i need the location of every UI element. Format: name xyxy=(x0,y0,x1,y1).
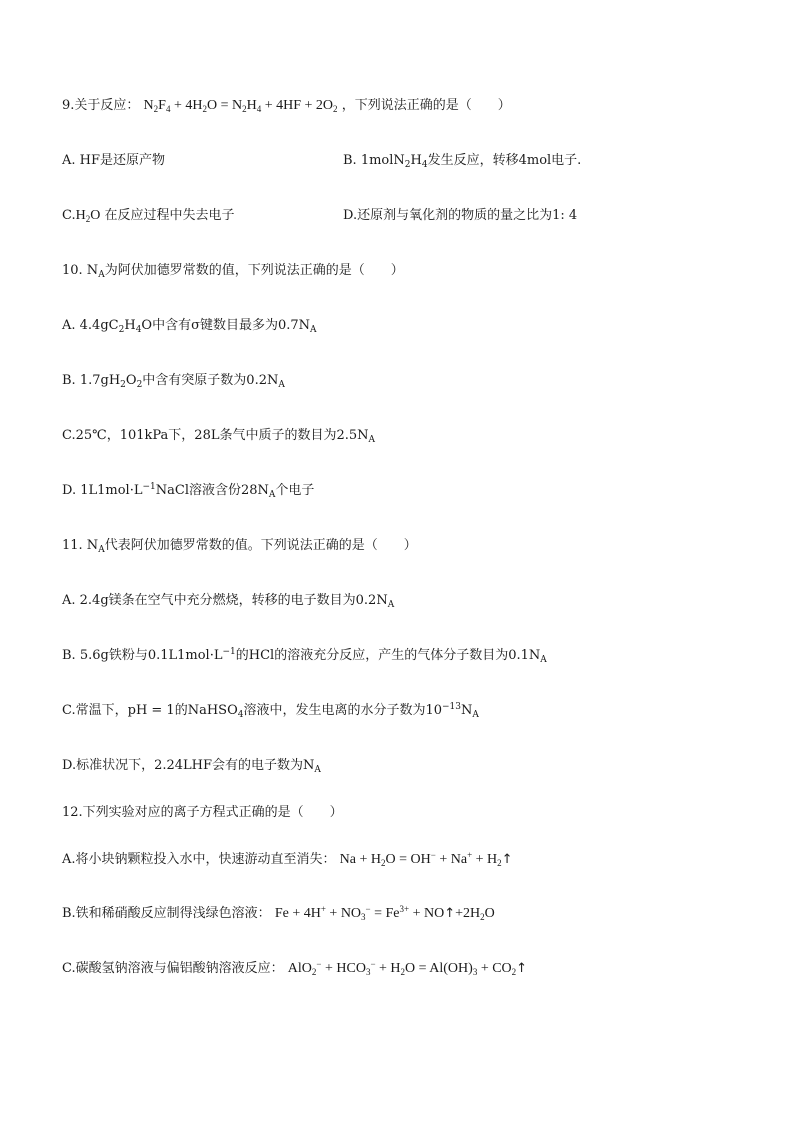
q9-option-a xyxy=(62,151,165,171)
q10-option-b: B. $1.7gH_2O_2$中含有突原子数为$0.2N_A$ xyxy=(62,373,285,390)
q11-stem-suffix: 代表阿伏加德罗常数的值。下列说法正确的是（ ） xyxy=(104,538,417,553)
q9-b-suffix: 发生反应，转移4mol电子. xyxy=(427,153,582,168)
sub-a: A xyxy=(472,710,479,720)
q10-b-prefix: B. 1.7gH xyxy=(62,373,121,388)
q11-c-prefix: C.常温下，pH = 1的NaHSO xyxy=(62,703,238,718)
q9-option-c: $C.H_2O$ 在反应过程中失去电子 xyxy=(62,208,235,224)
q12-b-equation: $Fe + 4H^+ + NO_3^- = Fe^{3+}$ + NO xyxy=(274,904,445,922)
q11-b-prefix: B. 5.6g铁粉与0.1L1mol·L xyxy=(62,648,223,663)
q9-option-d xyxy=(343,206,577,226)
q11-option-b: B. 5.6g铁粉与$0.1L1mol\cdot L^{-1}$的HCl的溶液充分反应，产生的气体分子数目为$0.1N_A$ xyxy=(62,647,547,665)
q10-stem xyxy=(62,261,404,281)
sub-a: A xyxy=(387,600,395,610)
q11-d-prefix: D.标准状况下，2.24LHF会有的电子数为N xyxy=(62,758,315,773)
gas-arrow-icon: ↑ xyxy=(516,961,528,976)
q11-option-a xyxy=(62,591,394,611)
q10-option-d: D. $1L1mol\cdot L^{-1}NaCl$溶液含份$28N_A$个电子 xyxy=(62,482,315,500)
q12-a-equation: $Na + H_2O = OH^- + Na^+ + H_2$ xyxy=(339,850,502,868)
q10-option-c xyxy=(62,426,375,446)
q9-b-prefix: B. 1molN xyxy=(343,153,405,168)
q12-b-prefix: B.铁和稀硝酸反应制得浅绿色溶液： xyxy=(62,906,271,921)
q10-a-mid: O中含有σ键数目最多为0.7N xyxy=(141,318,311,333)
q11-option-d xyxy=(62,756,321,776)
q11-stem xyxy=(62,536,417,556)
q11-a-prefix: A. 2.4g镁条在空气中充分燃烧，转移的电子数目为0.2N xyxy=(62,593,388,608)
q9-a-prefix: A. xyxy=(62,153,80,168)
q9-stem xyxy=(62,96,511,116)
sub-a: A xyxy=(314,765,321,775)
q10-stem-prefix: 10. N xyxy=(62,263,99,278)
q9-d-text: D.还原剂与氧化剂的物质的量之比为1: 4 xyxy=(343,208,578,223)
q12-option-a xyxy=(62,850,513,870)
q9-stem-suffix: ，下列说法正确的是（ ） xyxy=(341,98,511,113)
q9-c-prefix: C. xyxy=(62,208,76,223)
q11-option-c: C.常温下，pH = 1的NaHSO$_4$溶液中，发生电离的水分子数为$10^{-13}N_A$ xyxy=(62,702,479,720)
q11-stem-prefix: 11. N xyxy=(62,538,99,553)
q10-c-prefix: C.25℃，101kPa下，28L条气中质子的数目为2.5N xyxy=(62,428,369,443)
gas-arrow-icon: ↑ xyxy=(501,852,513,867)
q9-a-text: HF是还原产物 xyxy=(79,153,166,168)
q12-c-prefix: C.碳酸氢钠溶液与偏铝酸钠溶液反应： xyxy=(62,961,284,976)
q10-b-mid: 中含有突原子数为0.2N xyxy=(142,373,279,388)
sub-a: A xyxy=(310,325,317,335)
q11-c-mid: 溶液中，发生电离的水分子数为10 xyxy=(243,703,443,718)
sub-a: A xyxy=(278,380,285,390)
q12-stem-text: 12.下列实验对应的离子方程式正确的是（ ） xyxy=(62,805,343,820)
q12-option-b: B.铁和稀硝酸反应制得浅绿色溶液： $Fe + 4H^+ + NO_3^- = Fe^{3+}$ + $NO↑+2H_2O$ xyxy=(62,904,495,922)
q12-a-prefix: A.将小块钠颗粒投入水中，快速游动直至消失： xyxy=(62,852,336,867)
sub-a: A xyxy=(368,435,376,445)
q10-d-suffix: 个电子 xyxy=(275,483,315,498)
q10-option-a: A. $4.4gC_2H_4O$中含有σ键数目最多为$0.7N_A$ xyxy=(62,318,317,335)
q10-a-prefix: A. 4.4gC xyxy=(62,318,119,333)
q9-stem-prefix: 9.关于反应： xyxy=(62,98,140,113)
q12-stem xyxy=(62,803,343,823)
sub-a: A xyxy=(268,490,276,500)
q10-d-prefix: D. 1L1mol·L xyxy=(62,483,143,498)
q10-d-mid: NaCl溶液含份28N xyxy=(155,483,269,498)
q11-c-suffix: N xyxy=(461,703,473,718)
q11-b-mid: 的HCl的溶液充分反应，产生的气体分子数目为0.1N xyxy=(235,648,541,663)
q9-equation: $N_2F_4 + 4H_2O = N_2H_4 + 4HF + 2O_2$ xyxy=(143,98,338,114)
sub-a: A xyxy=(98,270,105,280)
q10-stem-suffix: 为阿伏加德罗常数的值，下列说法正确的是（ ） xyxy=(104,263,404,278)
q12-c-equation: $AlO_2^- + HCO_3^- + H_2O = Al(OH)_3 + CO_2$ xyxy=(287,959,517,977)
q12-option-c xyxy=(62,959,527,979)
q9-c-suffix: 在反应过程中失去电子 xyxy=(104,208,235,223)
gas-arrow-icon: ↑ xyxy=(444,906,456,921)
q9-option-b: B. $1molN_2H_4$发生反应，转移4mol电子. xyxy=(343,153,582,170)
sub-a: A xyxy=(540,655,547,665)
sub-a: A xyxy=(98,545,105,555)
